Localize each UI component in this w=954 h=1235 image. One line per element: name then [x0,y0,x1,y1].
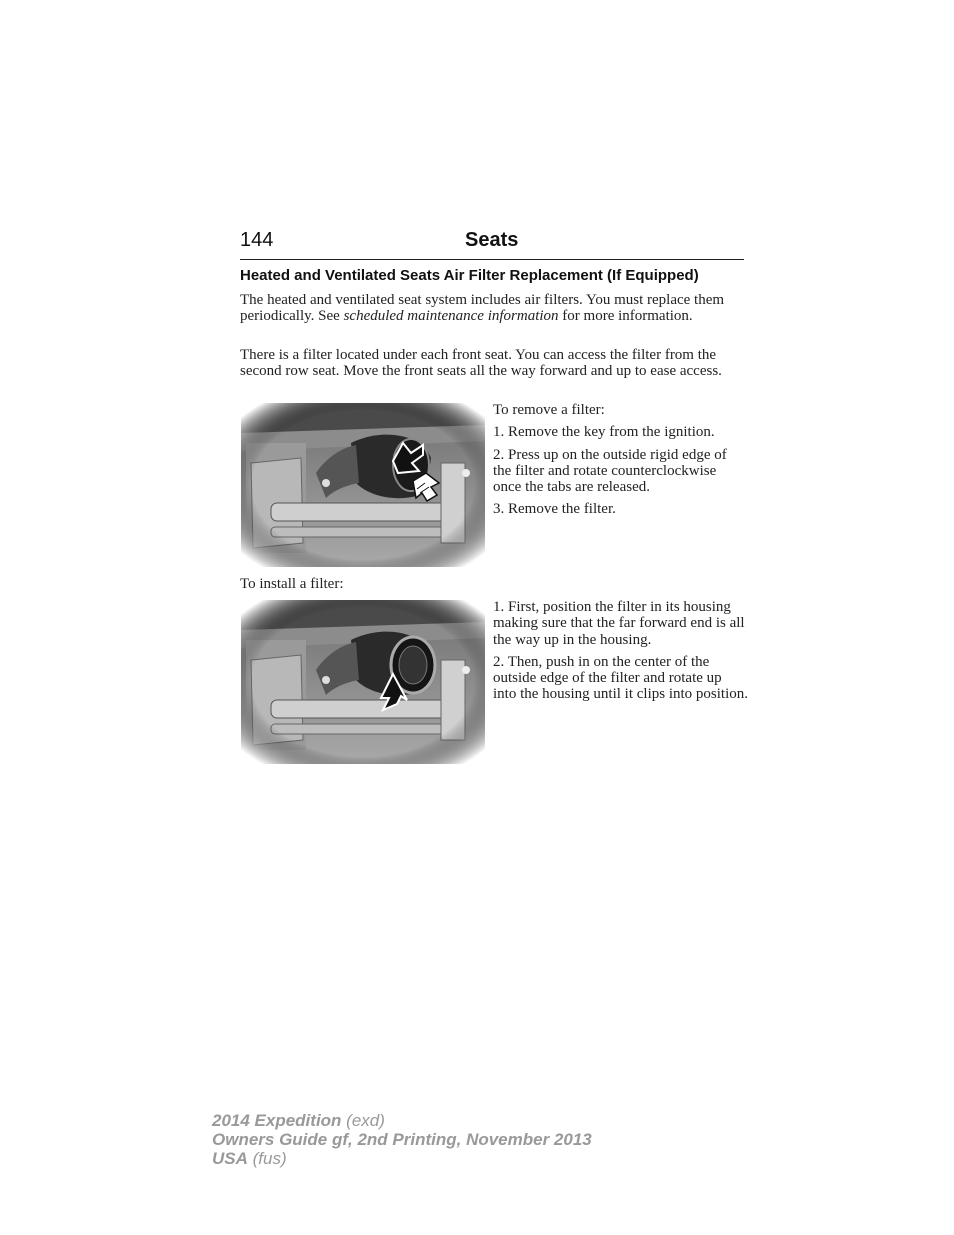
remove-instructions [493,402,748,524]
remove-heading: To remove a filter: [493,402,605,418]
footer-guide-line: Owners Guide gf, 2nd Printing, November 2013 [212,1130,592,1149]
intro-paragraph-1 [240,292,745,325]
footer-market: USA [212,1149,248,1168]
remove-filter-illustration [241,403,485,567]
remove-step-2: 2. Press up on the outside rigid edge of the filter and rotate counterclockwise once the tabs are released. [493,446,727,496]
remove-step-1: 1. Remove the key from the ignition. [493,424,715,441]
section-title: Heated and Ventilated Seats Air Filter Replacement (If Equipped) [240,267,699,284]
page-header [240,229,744,260]
install-heading: To install a filter: [240,576,344,592]
remove-step-3: 3. Remove the filter. [493,501,616,518]
footer-market-line [212,1149,592,1168]
intro-text-end: for more information. [558,308,693,325]
maintenance-reference-link[interactable]: scheduled maintenance information [343,308,559,325]
page-number: 144 [240,229,274,251]
footer-market-code: (fus) [247,1149,287,1168]
install-instructions [493,599,748,709]
page-footer [212,1111,592,1168]
install-step-2: 2. Then, push in on the center of the outside edge of the filter and rotate up into the housing until it clips into position. [493,653,749,703]
intro-text: The heated and ventilated seat system includes air filters. You must replace them periodically. See [240,292,725,325]
intro-paragraph-2: There is a filter located under each front seat. You can access the filter from the second row seat. Move the front seats all the way forward and up to ease access. [240,347,722,380]
footer-model: 2014 Expedition [212,1111,342,1130]
footer-model-code: (exd) [341,1111,385,1130]
chapter-title: Seats [465,229,519,251]
footer-model-line [212,1111,592,1130]
install-filter-illustration [241,600,485,764]
install-step-1: 1. First, position the filter in its housing making sure that the far forward end is all the way up in the housing. [493,599,745,648]
